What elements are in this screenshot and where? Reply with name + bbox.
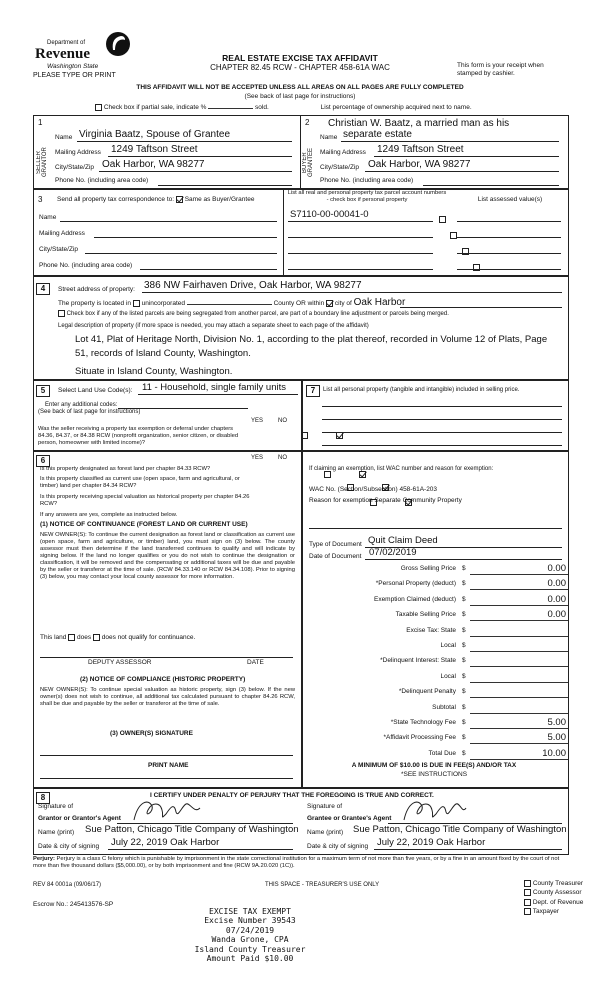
sec3-same-checkbox[interactable] — [176, 196, 183, 203]
treasurer-space-label: THIS SPACE - TREASURER'S USE ONLY — [265, 882, 380, 888]
stamp-line-1: EXCISE TAX EXEMPT — [209, 907, 291, 916]
fee-value[interactable]: 0.00 — [547, 593, 566, 605]
perjury-label: Perjury: — [33, 856, 55, 862]
fee-label: Subtotal — [432, 703, 456, 711]
legal-label: Legal description of property (if more space is needed, you may attach a separate sheet to each page of the affidavit) — [58, 323, 369, 329]
parcel-number[interactable]: S7110-00-00041-0 — [290, 209, 369, 220]
copy-distribution — [524, 879, 583, 917]
grantor-name-label: Name (print) — [38, 829, 75, 836]
copy-county-assessor: County Assessor — [524, 888, 583, 897]
fee-dollar-sign: $ — [462, 595, 466, 603]
see-back-label: (See back of last page for instructions) — [38, 409, 141, 415]
forest-question: Is this property designated as forest land per chapter 84.33 RCW? — [40, 466, 211, 472]
fee-row — [310, 671, 568, 683]
fee-row — [310, 594, 568, 606]
sec6-no-header: NO — [278, 455, 287, 461]
seller-address-label: Mailing Address — [55, 149, 101, 156]
logo-dept-text: Department of — [47, 40, 86, 46]
parcel-personal-checkbox-3[interactable] — [462, 248, 469, 255]
personal-property-label: List all personal property (tangible and intangible) included in selling price. — [323, 387, 520, 393]
seller-name-label: Name — [55, 134, 73, 141]
buyer-side-label: BUYER GRANTEE — [302, 148, 314, 178]
this-land-label: This land — [40, 634, 67, 642]
print-name-label: PRINT NAME — [148, 762, 189, 769]
form-subtitle: CHAPTER 82.45 RCW - CHAPTER 458-61A WAC — [210, 63, 390, 72]
county-or-label: County OR within — [273, 300, 325, 307]
stamp-line-6: Amount Paid $10.00 — [206, 954, 294, 964]
fee-value[interactable]: 0.00 — [547, 578, 566, 590]
does-not-label: does not qualify for continuance. — [101, 634, 196, 642]
fee-label: Exemption Claimed (deduct) — [373, 595, 456, 603]
grantor-date-label: Date & city of signing — [38, 843, 100, 850]
segregation-label: Check box if any of the listed parcels are being segregated from another parcel, are part of a boundary line adjustment or parcels being merged. — [66, 311, 449, 318]
seller-name[interactable]: Virginia Baatz, Spouse of Grantee — [79, 129, 231, 140]
wac-row — [309, 486, 437, 493]
ownership-note: List percentage of ownership acquired next to name. — [320, 104, 472, 112]
fee-label: Taxable Selling Price — [395, 611, 456, 619]
exemption-question: Was the seller receiving a property tax exemption or deferral under chapters 84.36, 84.37, or 84.38 RCW (nonprofit organization, senior citizen, or disabled person, homeowner with limited income)? — [38, 426, 239, 446]
parcel-personal-checkbox-1[interactable] — [439, 216, 446, 223]
reason-label: Reason for exemption — [309, 497, 373, 504]
fee-label: Gross Selling Price — [400, 565, 456, 572]
grantor-name[interactable]: Sue Patton, Chicago Title Company of Washington — [85, 824, 299, 835]
sold-label: sold. — [255, 104, 269, 112]
wac-label: WAC No. (Section/Subsection) — [309, 486, 398, 493]
sec3-phone-label: Phone No. (including area code) — [39, 262, 133, 269]
buyer-name-line1[interactable]: Christian W. Baatz, a married man as his — [328, 118, 510, 129]
fee-row — [310, 732, 568, 744]
parcel-header: List all real and personal property tax parcel account numbers - check box if personal property — [287, 190, 447, 203]
grantee-agent-label: Grantee or Grantee's Agent — [307, 815, 392, 822]
fee-value[interactable]: 0.00 — [547, 563, 566, 574]
legal-line-3[interactable]: Situate in Island County, Washington. — [75, 366, 233, 377]
copy-taxpayer: Taxpayer — [524, 907, 583, 916]
dor-logo — [33, 30, 133, 72]
historic-question: Is this property receiving special valuation as historical property per chapter 84.26 RCW? — [40, 494, 250, 507]
treasurer-stamp — [170, 907, 330, 964]
sec3-same-label: Same as Buyer/Grantee — [184, 196, 255, 204]
notice-compliance-body: NEW OWNER(S): To continue special valuation as historic property, sign (3) below. If the new owner(s) does not wish to continue, all additional tax calculated pursuant to chapter 84.26 RCW, shall be due and payable by the seller or transferor at the time of sale. — [40, 687, 295, 708]
fee-dollar-sign: $ — [462, 626, 466, 634]
certify-statement: I CERTIFY UNDER PENALTY OF PERJURY THAT THE FOREGOING IS TRUE AND CORRECT. — [150, 792, 434, 799]
doc-date-label: Date of Document — [309, 553, 362, 560]
sec3-addr-label: Mailing Address — [39, 230, 85, 237]
fee-label: *Personal Property (deduct) — [375, 580, 456, 588]
fee-dollar-sign: $ — [462, 719, 466, 726]
copy-assessor-checkbox[interactable] — [524, 889, 531, 896]
fee-value[interactable]: 10.00 — [542, 747, 566, 759]
copy-dor-checkbox[interactable] — [524, 899, 531, 906]
sec6-number: 6 — [36, 455, 50, 467]
land-use-code[interactable]: 11 - Household, single family units — [142, 382, 286, 393]
logo-revenue-text: Revenue — [35, 46, 90, 62]
logo-state-text: Washington State — [47, 63, 99, 70]
seller-phone-label: Phone No. (including area code) — [55, 177, 149, 184]
land-use-label: Select Land Use Code(s): — [58, 387, 133, 394]
seller-side-label: SELLER GRANTOR — [36, 147, 48, 178]
copy-dept-revenue: Dept. of Revenue — [524, 898, 583, 907]
doc-date[interactable]: 07/02/2019 — [369, 547, 417, 558]
segregation-checkbox[interactable] — [58, 310, 65, 317]
city-of-label: city of — [334, 300, 352, 307]
fee-dollar-sign: $ — [462, 580, 466, 588]
fee-label: Total Due — [428, 749, 456, 757]
fee-dollar-sign: $ — [462, 642, 466, 649]
segregation-row — [58, 310, 563, 317]
fee-row — [310, 748, 568, 760]
fee-row — [310, 686, 568, 698]
fee-row — [310, 717, 568, 729]
sec3-send-label: Send all property tax correspondence to: — [57, 196, 175, 204]
wac-number[interactable]: 458-61A-203 — [399, 486, 438, 493]
deputy-assessor-label: DEPUTY ASSESSOR — [88, 659, 152, 666]
grantee-name-label: Name (print) — [307, 829, 344, 836]
does-not-checkbox[interactable] — [93, 634, 100, 641]
assessed-header: List assessed value(s) — [477, 196, 543, 203]
fee-dollar-sign: $ — [462, 611, 466, 619]
perjury-text: Perjury is a class C felony which is punishable by imprisonment in the state correctional institution for a maximum term of not more than five years, or by a fine in an amount fixed by the court of not more than five thousand dollars ($5,000.00), or by both imprisonment and fine (RCW 9A.20.020 (1C)). — [33, 856, 560, 870]
fee-value[interactable]: 0.00 — [547, 609, 566, 621]
grantee-date-label: Date & city of signing — [307, 843, 369, 850]
sec3-city-label: City/State/Zip — [39, 246, 79, 253]
buyer-name-line2[interactable]: separate estate — [343, 129, 412, 140]
fee-dollar-sign: $ — [462, 565, 466, 572]
partial-sale-checkbox[interactable] — [95, 104, 102, 111]
fee-value[interactable]: 5.00 — [547, 717, 566, 728]
form-title: REAL ESTATE EXCISE TAX AFFIDAVIT — [222, 53, 378, 63]
fee-dollar-sign: $ — [462, 734, 466, 742]
buyer-section-number: 2 — [305, 118, 310, 127]
fee-row — [310, 578, 568, 590]
notice-continuance-body: NEW OWNER(S): To continue the current designation as forest land or classification as current use (open space, farm and agriculture, or timber) land, you must sign on (3) below. The county assessor must then determine if the land transferred continues to qualify and will indicate by signing below. If the land no longer qualifies or you do not wish to continue the designation or classification, it will be removed and the compensating or additional taxes will be due and payable by the seller or transferor at the time of sale. (RCW 84.33.140 or RCW 84.34.108). Prior to signing (3) below, you may contact your local county assessor for more information. — [40, 532, 295, 581]
notice-continuance-title: (1) NOTICE OF CONTINUANCE (FOREST LAND OR CURRENT USE) — [40, 521, 248, 528]
parcel-personal-checkbox-2[interactable] — [450, 232, 457, 239]
sec5-number: 5 — [36, 385, 50, 397]
stamp-line-5: Island County Treasurer — [194, 944, 306, 954]
city-of-checkbox[interactable] — [326, 300, 333, 307]
parcel-personal-checkbox-4[interactable] — [473, 264, 480, 271]
legal-line-1[interactable]: Lot 41, Plat of Heritage North, Division No. 1, according to the plat thereof, recorded in Volume 12 of Plats, Page — [75, 334, 548, 345]
sec3-send-row — [57, 196, 282, 204]
type-print-note: PLEASE TYPE OR PRINT — [33, 72, 116, 79]
sec3-number: 3 — [38, 195, 43, 204]
unincorporated-label: unincorporated — [141, 300, 185, 307]
doc-type-label: Type of Document — [309, 541, 362, 548]
fee-label: *Delinquent Penalty — [398, 688, 456, 696]
sec5-yes-header: YES — [251, 418, 264, 424]
grantor-signature-mark — [130, 796, 205, 824]
street-address[interactable]: 386 NW Fairhaven Drive, Oak Harbor, WA 98277 — [144, 280, 362, 291]
stamp-line-3: 07/24/2019 — [225, 925, 275, 935]
buyer-city-label: City/State/Zip — [320, 164, 360, 171]
property-city[interactable]: Oak Harbor — [353, 297, 406, 308]
reason-value[interactable]: Separate Community Property — [374, 497, 462, 504]
fee-label: *Affidavit Processing Fee — [383, 734, 456, 742]
grantee-signature-mark — [400, 796, 470, 824]
seller-section-number: 1 — [38, 118, 43, 127]
buyer-city[interactable]: Oak Harbor, WA 98277 — [368, 159, 471, 170]
grantee-date[interactable]: July 22, 2019 Oak Harbor — [377, 837, 486, 848]
buyer-name-label: Name — [320, 134, 338, 141]
partial-sale-label: Check box if partial sale, indicate % — [103, 104, 207, 112]
fee-label: Local — [440, 672, 456, 680]
grantor-agent-label: Grantor or Grantor's Agent — [38, 815, 121, 822]
warning-banner: THIS AFFIDAVIT WILL NOT BE ACCEPTED UNLESS ALL AREAS ON ALL PAGES ARE FULLY COMPLETED — [136, 84, 464, 91]
sec5-no-header: NO — [278, 418, 287, 424]
copy-taxpayer-checkbox[interactable] — [524, 908, 531, 915]
doc-type[interactable]: Quit Claim Deed — [368, 535, 438, 546]
minimum-note: A MINIMUM OF $10.00 IS DUE IN FEE(S) AND/OR TAX — [351, 762, 517, 769]
seller-city[interactable]: Oak Harbor, WA 98277 — [102, 159, 205, 170]
located-label: The property is located in — [58, 300, 131, 307]
unincorporated-checkbox[interactable] — [133, 300, 140, 307]
seller-address[interactable]: 1249 Taftson Street — [111, 144, 198, 155]
buyer-address[interactable]: 1249 Taftson Street — [377, 144, 464, 155]
fee-row — [310, 655, 568, 667]
stamp-line-4: Wanda Grone, CPA — [211, 935, 289, 945]
seller-city-label: City/State/Zip — [55, 164, 95, 171]
fee-dollar-sign: $ — [462, 703, 466, 711]
fee-label: Local — [440, 642, 456, 649]
sec3-name-label: Name — [39, 214, 57, 221]
qualify-row — [40, 634, 295, 642]
fee-row — [310, 640, 568, 652]
sec7-number: 7 — [306, 385, 320, 397]
buyer-address-label: Mailing Address — [320, 149, 366, 156]
sec4-number: 4 — [36, 283, 50, 295]
fee-row — [310, 563, 568, 575]
partial-sale-row — [95, 104, 585, 112]
street-label: Street address of property: — [58, 286, 135, 293]
owner-signature-label: (3) OWNER(S) SIGNATURE — [110, 730, 193, 737]
fee-dollar-sign: $ — [462, 657, 466, 665]
fee-dollar-sign: $ — [462, 688, 466, 696]
fee-label: *State Technology Fee — [390, 719, 456, 726]
fee-label: Excise Tax: State — [406, 626, 456, 634]
instructions-note: (See back of last page for instructions) — [244, 93, 356, 100]
partial-sale-pct[interactable] — [208, 108, 253, 109]
fee-dollar-sign: $ — [462, 749, 466, 757]
escrow-number: Escrow No.: 245413576-SP — [33, 901, 114, 908]
grantor-date[interactable]: July 22, 2019 Oak Harbor — [111, 837, 220, 848]
grantor-sig-label: Signature of — [38, 803, 74, 810]
exemption-wac-label: If claiming an exemption, list WAC number and reason for exemption: — [309, 466, 494, 472]
grantee-name[interactable]: Sue Patton, Chicago Title Company of Washington — [353, 824, 567, 835]
fee-label: *Delinquent Interest: State — [380, 657, 456, 665]
fee-row — [310, 625, 568, 637]
if-yes-note: If any answers are yes, complete as instructed below. — [40, 512, 178, 518]
receipt-note: This form is your receipt when stamped by cashier. — [457, 62, 544, 77]
copy-county-treasurer: County Treasurer — [524, 879, 583, 888]
stamp-line-2: Excise Number 39543 — [204, 916, 296, 926]
reason-row — [309, 497, 462, 504]
notice-compliance-title: (2) NOTICE OF COMPLIANCE (HISTORIC PROPERTY) — [80, 676, 246, 683]
wa-logo-icon — [105, 30, 131, 58]
does-label: does — [77, 634, 92, 642]
sec8-number: 8 — [36, 792, 50, 804]
grantee-sig-label: Signature of — [307, 803, 343, 810]
fee-row — [310, 609, 568, 621]
additional-codes-label: Enter any additional codes: — [45, 402, 118, 408]
fee-row — [310, 702, 568, 714]
current-use-question: Is this property classified as current use (open space, farm and agricultural, or timber) land per chapter 84.34 RCW? — [40, 476, 240, 489]
fee-dollar-sign: $ — [462, 672, 466, 680]
see-instructions-note: *SEE INSTRUCTIONS — [400, 771, 468, 778]
perjury-note — [33, 856, 567, 870]
does-checkbox[interactable] — [68, 634, 75, 641]
buyer-phone-label: Phone No. (including area code) — [320, 177, 414, 184]
form-revision: REV 84 0001a (09/06/17) — [33, 882, 102, 888]
date-label: DATE — [247, 659, 264, 666]
fee-value[interactable]: 5.00 — [547, 732, 566, 744]
sec6-yes-header: YES — [251, 455, 264, 461]
copy-treasurer-checkbox[interactable] — [524, 880, 531, 887]
legal-line-2[interactable]: 51, records of Island County, Washington. — [75, 348, 251, 359]
